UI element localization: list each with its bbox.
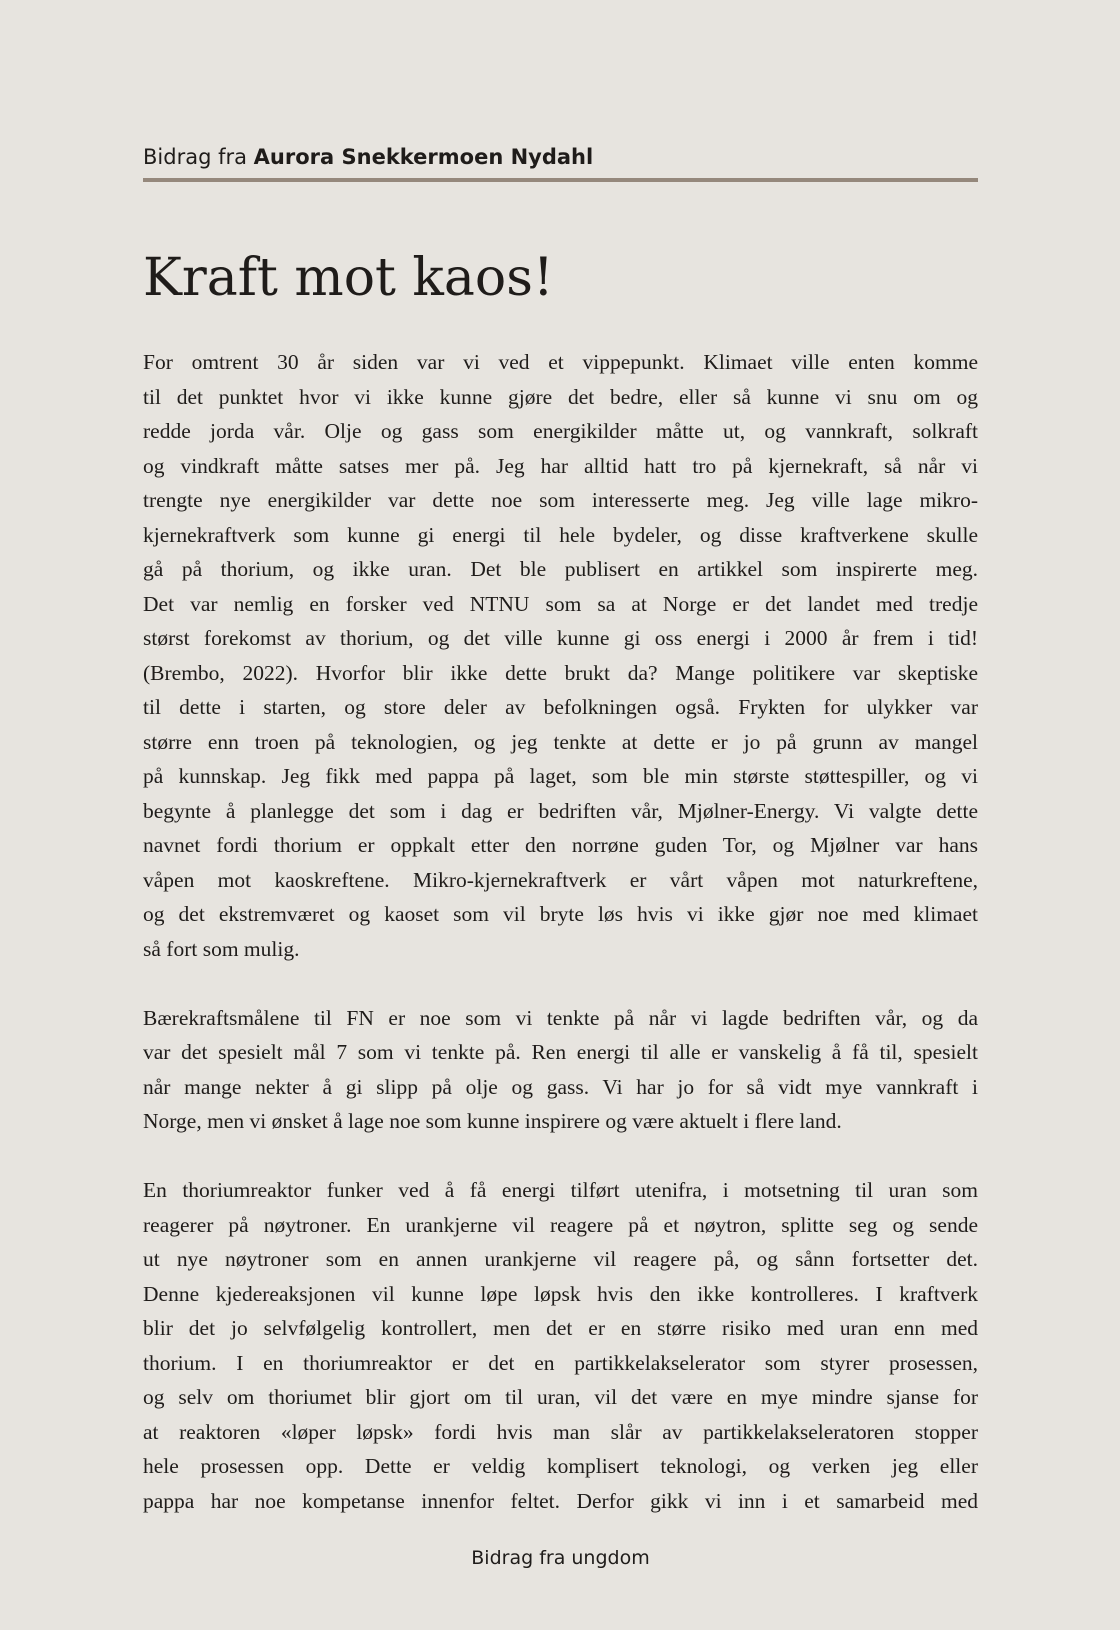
text-line: Denne kjedereaksjonen vil kunne løpe løpsk hvis den ikke kontrolleres. I kraftverk	[143, 1281, 978, 1306]
text-line: Bærekraftsmålene til FN er noe som vi tenkte på når vi lagde bedriften vår, og da	[143, 1005, 978, 1030]
text-line: så fort som mulig.	[143, 936, 300, 961]
paragraph	[143, 1001, 978, 1139]
text-line: våpen mot kaoskreftene. Mikro-kjernekraftverk er vårt våpen mot naturkreftene,	[143, 867, 978, 892]
header-rule	[143, 178, 978, 182]
text-line: var det spesielt mål 7 som vi tenkte på. Ren energi til alle er vanskelig å få til, spesielt	[143, 1040, 978, 1064]
text-line: trengte nye energikilder var dette noe som interesserte meg. Jeg ville lage mikro-	[143, 488, 978, 512]
page-footer: Bidrag fra ungdom	[471, 1547, 650, 1569]
text-line: Det var nemlig en forsker ved NTNU som sa at Norge er det landet med tredje	[143, 591, 978, 616]
text-line: kjernekraftverk som kunne gi energi til hele bydeler, og disse kraftverkene skulle	[143, 522, 978, 547]
paragraph	[143, 1173, 978, 1518]
byline-prefix: Bidrag fra	[143, 145, 247, 169]
text-line: til dette i starten, og store deler av befolkningen også. Frykten for ulykker var	[143, 695, 978, 719]
text-line: gå på thorium, og ikke uran. Det ble publisert en artikkel som inspirerte meg.	[143, 557, 978, 581]
text-line: størst forekomst av thorium, og det ville kunne gi oss energi i 2000 år frem i tid!	[143, 626, 978, 650]
text-line: Norge, men vi ønsket å lage noe som kunne inspirere og være aktuelt i flere land.	[143, 1109, 842, 1133]
text-line: En thoriumreaktor funker ved å få energi tilført utenifra, i motsetning til uran som	[143, 1178, 978, 1202]
text-line: og vindkraft måtte satses mer på. Jeg har alltid hatt tro på kjernekraft, så når vi	[143, 453, 978, 478]
paragraph	[143, 345, 978, 966]
text-line: større enn troen på teknologien, og jeg tenkte at dette er jo på grunn av mangel	[143, 729, 978, 754]
article-title: Kraft mot kaos!	[143, 248, 554, 308]
text-line: For omtrent 30 år siden var vi ved et vippepunkt. Klimaet ville enten komme	[143, 350, 978, 374]
text-line: og selv om thoriumet blir gjort om til uran, vil det være en mye mindre sjanse for	[143, 1385, 978, 1409]
text-line: på kunnskap. Jeg fikk med pappa på laget, som ble min største støttespiller, og vi	[143, 764, 978, 788]
text-line: hele prosessen opp. Dette er veldig komplisert teknologi, og verken jeg eller	[143, 1454, 978, 1478]
text-line: og det ekstremværet og kaoset som vil bryte løs hvis vi ikke gjør noe med klimaet	[143, 902, 978, 926]
text-line: reagerer på nøytroner. En urankjerne vil reagere på et nøytron, splitte seg og sende	[143, 1212, 978, 1237]
text-line: når mange nekter å gi slipp på olje og gass. Vi har jo for så vidt mye vannkraft i	[143, 1074, 978, 1099]
text-line: at reaktoren «løper løpsk» fordi hvis man slår av partikkelakseleratoren stopper	[143, 1419, 978, 1444]
text-line: pappa har noe kompetanse innenfor feltet. Derfor gikk vi inn i et samarbeid med	[143, 1488, 978, 1513]
text-line: til det punktet hvor vi ikke kunne gjøre det bedre, eller så kunne vi snu om og	[143, 384, 978, 409]
document-page	[143, 0, 978, 1630]
text-line: (Brembo, 2022). Hvorfor blir ikke dette brukt da? Mange politikere var skeptiske	[143, 660, 978, 685]
text-line: blir det jo selvfølgelig kontrollert, men det er en større risiko med uran enn med	[143, 1316, 978, 1340]
text-line: ut nye nøytroner som en annen urankjerne vil reagere på, og sånn fortsetter det.	[143, 1247, 978, 1271]
text-line: navnet fordi thorium er oppkalt etter den norrøne guden Tor, og Mjølner var hans	[143, 833, 978, 857]
author-name: Aurora Snekkermoen Nydahl	[253, 145, 594, 169]
byline	[143, 142, 978, 172]
text-line: begynte å planlegge det som i dag er bedriften vår, Mjølner-Energy. Vi valgte dette	[143, 798, 978, 823]
text-line: thorium. I en thoriumreaktor er det en partikkelakselerator som styrer prosessen,	[143, 1350, 978, 1375]
text-line: redde jorda vår. Olje og gass som energikilder måtte ut, og vannkraft, solkraft	[143, 419, 978, 443]
article-body	[143, 345, 978, 1553]
